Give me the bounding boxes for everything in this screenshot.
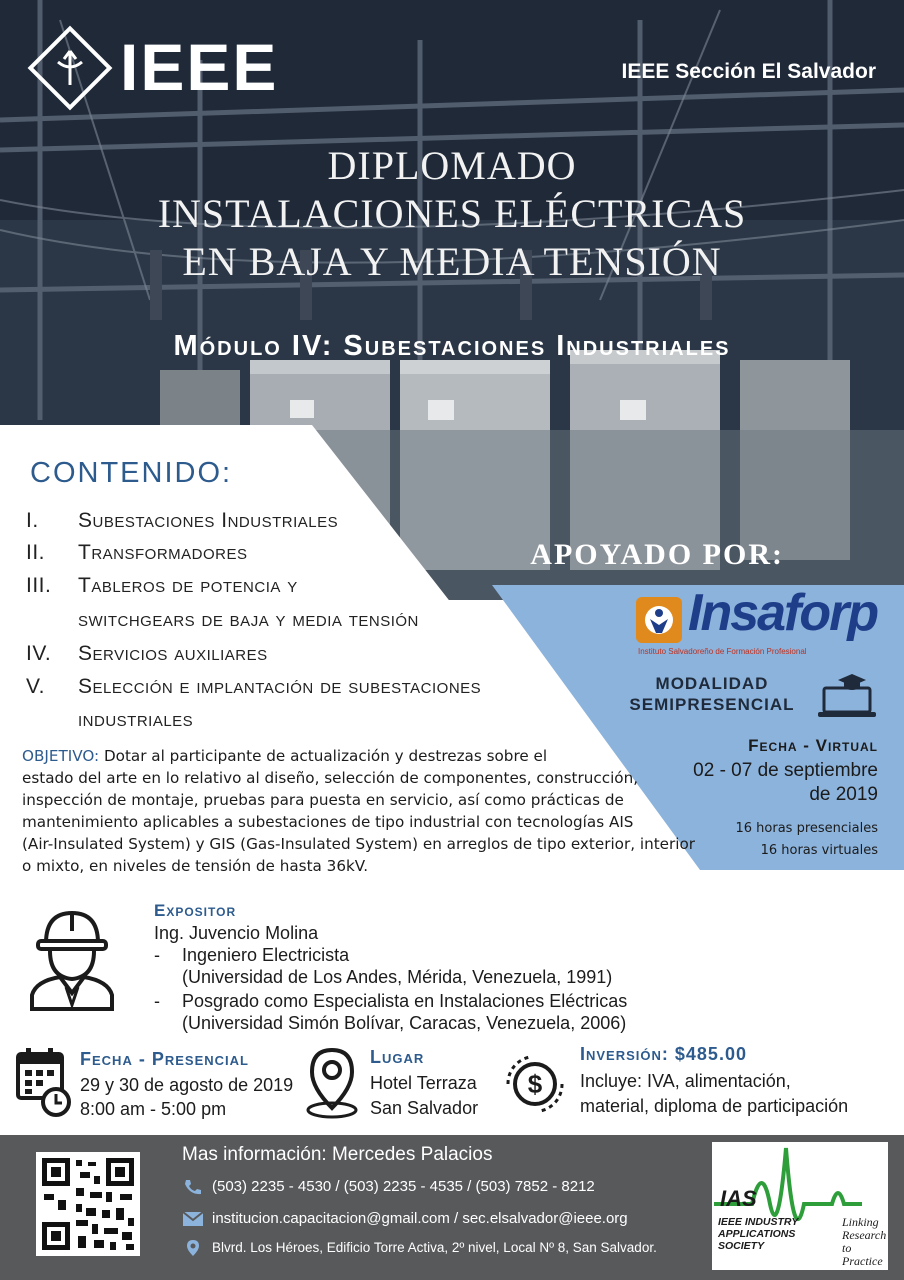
expositor-degree-1: Ingeniero Electricista	[182, 945, 350, 965]
inversion-line-2: material, diploma de participación	[580, 1096, 849, 1116]
list-item-text: Transformadores	[78, 541, 248, 564]
apoyado-heading: APOYADO POR:	[530, 538, 784, 571]
title-line-3: EN BAJA Y MEDIA TENSIÓN	[182, 239, 722, 284]
ias-abbreviation: IAS	[720, 1186, 757, 1211]
list-item-text: Subestaciones Industriales	[78, 509, 339, 532]
bullet-dash: -	[154, 945, 160, 965]
ieee-wordmark: IEEE	[120, 30, 279, 104]
lugar-line-1: Hotel Terraza	[370, 1073, 477, 1093]
ias-tagline-line: to Practice	[842, 1241, 883, 1268]
address-text: Blvrd. Los Héroes, Edificio Torre Activa, 2º nivel, Local Nº 8, San Salvador.	[212, 1240, 657, 1255]
list-item-text: Servicios auxiliares	[78, 642, 268, 665]
objetivo-label: OBJETIVO:	[22, 747, 100, 765]
fecha-presencial-label: Fecha - Presencial	[80, 1049, 249, 1069]
objetivo-paragraph	[22, 745, 742, 877]
ias-name-line: APPLICATIONS	[718, 1228, 796, 1240]
calendar-clock-icon	[16, 1046, 72, 1118]
objetivo-line: o mixto, en niveles de tensión de hasta 36kV.	[22, 857, 369, 875]
list-item	[26, 574, 298, 598]
ias-tagline-line: Linking	[842, 1215, 879, 1229]
objetivo-line: mantenimiento aplicables a subestaciones de tipo industrial con tecnologías AIS	[22, 813, 634, 831]
qr-code[interactable]	[36, 1152, 140, 1256]
ias-name	[718, 1216, 798, 1252]
list-item-number: III.	[26, 574, 52, 597]
insaforp-logo	[636, 584, 886, 663]
list-item-continuation	[78, 608, 419, 632]
list-item	[26, 642, 268, 666]
expositor-degree-2: Posgrado como Especialista en Instalaciones Eléctricas	[182, 991, 628, 1011]
expositor-label: Expositor	[154, 901, 237, 920]
list-item-text: switchgears de baja y media tensión	[78, 608, 419, 631]
module-title: Módulo IV: Subestaciones Industriales	[173, 330, 731, 362]
title-line-1: DIPLOMADO	[327, 143, 577, 188]
address-row	[182, 1240, 657, 1256]
expositor-name: Ing. Juvencio Molina	[154, 923, 319, 943]
objetivo-line: inspección de montaje, pruebas para puesta en servicio, así como prácticas de	[22, 791, 624, 809]
engineer-helmet-icon	[26, 905, 118, 1013]
ias-tagline	[842, 1216, 888, 1268]
objetivo-line: estado del arte en lo relativo al diseño, selección de componentes, construcción,	[22, 769, 639, 787]
ias-name-line: SOCIETY	[718, 1240, 765, 1252]
lugar-label: Lugar	[370, 1047, 425, 1067]
email-row	[182, 1210, 628, 1227]
phone-icon	[182, 1179, 204, 1195]
ias-logo	[712, 1142, 888, 1270]
hours-presenciales: 16 horas presenciales	[735, 821, 878, 836]
expositor-degree-2-detail: (Universidad Simón Bolívar, Caracas, Venezuela, 2006)	[182, 1013, 627, 1033]
ieee-logo	[36, 32, 296, 108]
laptop-graduation-icon	[816, 670, 878, 720]
bullet-dash: -	[154, 991, 160, 1011]
hours-virtuales: 16 horas virtuales	[760, 843, 878, 858]
list-item-text: Selección e implantación de subestaciones	[78, 675, 482, 698]
list-item-text: industriales	[78, 708, 194, 731]
money-icon	[500, 1048, 570, 1120]
inversion-label: Inversión: $485.00	[580, 1044, 747, 1064]
svg-text:$: $	[527, 1069, 543, 1099]
fecha-virtual-label: Fecha - Virtual	[748, 736, 878, 755]
list-item-number: I.	[26, 509, 39, 532]
email-addresses[interactable]: institucion.capacitacion@gmail.com / sec.elsalvador@ieee.org	[212, 1210, 628, 1227]
location-pin-icon	[302, 1046, 362, 1120]
list-item	[26, 675, 481, 699]
list-item-number: IV.	[26, 642, 52, 665]
ias-name-line: IEEE INDUSTRY	[718, 1216, 799, 1228]
fecha-virtual-year: de 2019	[809, 784, 878, 805]
ieee-kite-icon	[50, 48, 90, 88]
list-item-number: V.	[26, 675, 45, 698]
list-item-continuation	[78, 708, 193, 732]
modalidad-line-1: MODALIDAD	[655, 674, 769, 693]
ias-tagline-line: Research	[842, 1228, 887, 1242]
map-pin-icon	[182, 1240, 204, 1256]
section-name: IEEE Sección El Salvador	[621, 60, 876, 83]
fecha-virtual-date: 02 - 07 de septiembre	[693, 760, 878, 781]
contenido-heading: CONTENIDO:	[30, 457, 233, 489]
fecha-presencial-time: 8:00 am - 5:00 pm	[80, 1099, 227, 1119]
objetivo-line: (Air-Insulated System) y GIS (Gas-Insulated System) en arreglos de tipo exterior, interior	[22, 835, 695, 853]
insaforp-gear-icon	[636, 597, 682, 643]
phone-numbers[interactable]: (503) 2235 - 4530 / (503) 2235 - 4535 / (503) 7852 - 8212	[212, 1178, 595, 1195]
phone-row	[182, 1178, 595, 1195]
list-item-number: II.	[26, 541, 46, 564]
inversion-line-1: Incluye: IVA, alimentación,	[580, 1071, 791, 1091]
modalidad-label	[612, 673, 812, 715]
list-item	[26, 509, 338, 533]
list-item	[26, 541, 248, 565]
insaforp-tagline: Instituto Salvadoreño de Formación Profesional	[638, 647, 807, 656]
expositor-degree-1-detail: (Universidad de Los Andes, Mérida, Venezuela, 1991)	[182, 967, 613, 987]
lugar-line-2: San Salvador	[370, 1098, 479, 1118]
modalidad-line-2: SEMIPRESENCIAL	[629, 695, 795, 714]
objetivo-line: Dotar al participante de actualización y destrezas sobre el	[103, 747, 548, 765]
title-line-2: INSTALACIONES ELÉCTRICAS	[157, 191, 747, 236]
fecha-presencial-date: 29 y 30 de agosto de 2019	[80, 1075, 294, 1095]
list-item-text: Tableros de potencia y	[78, 574, 298, 597]
more-info-text: Mas información: Mercedes Palacios	[182, 1144, 493, 1165]
insaforp-wordmark: Insaforp	[688, 584, 878, 642]
email-icon	[182, 1211, 204, 1227]
